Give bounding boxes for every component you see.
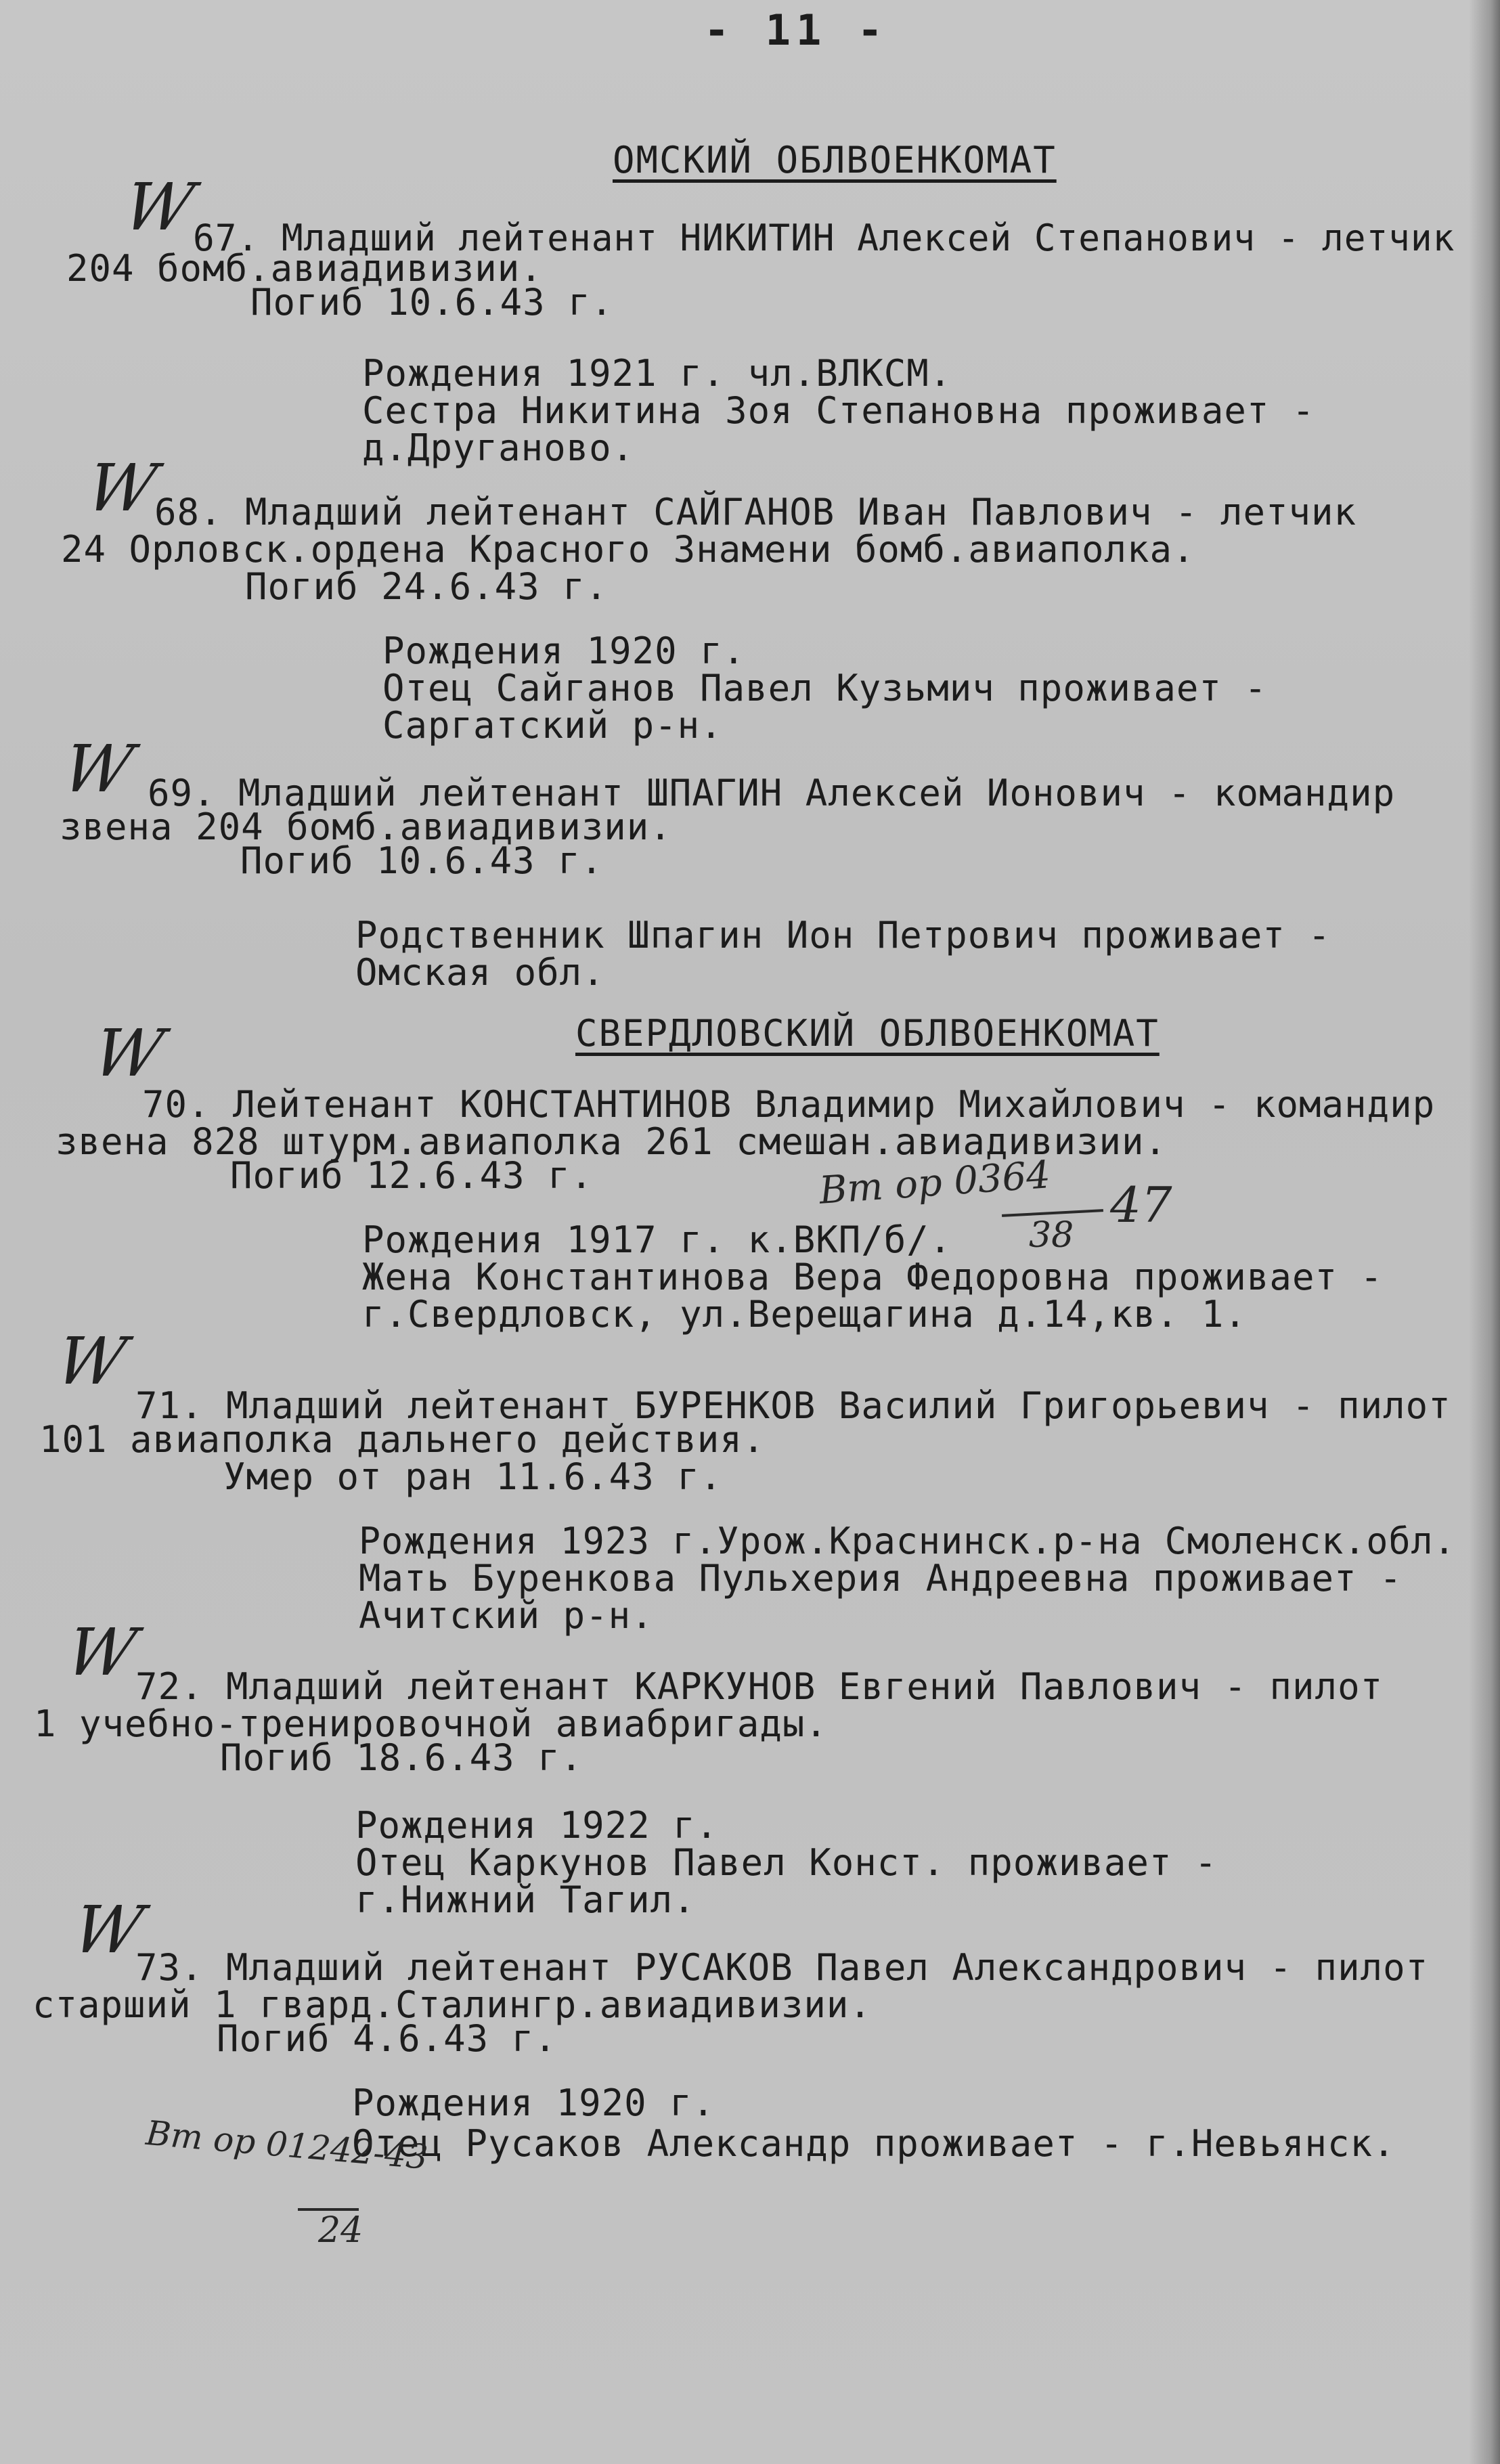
entry-68-line-5: Отец Сайганов Павел Кузьмич проживает - <box>382 667 1267 709</box>
entry-67-line-3: Погиб 10.6.43 г. <box>250 281 614 324</box>
entry-72-line-5: Отец Каркунов Павел Конст. проживает - <box>355 1841 1218 1884</box>
entry-68-line-6: Саргатский р-н. <box>382 704 723 747</box>
entry-71-line-2: 101 авиаполка дальнего действия. <box>39 1418 766 1461</box>
entry-73-line-4: Рождения 1920 г. <box>352 2082 715 2124</box>
entry-71-line-3: Умер от ран 11.6.43 г. <box>223 1455 723 1498</box>
entry-71-line-6: Ачитский р-н. <box>359 1594 654 1637</box>
entry-70-line-5: Жена Константинова Вера Федоровна проживает - <box>362 1256 1383 1298</box>
entry-73-line-2: старший 1 гвард.Сталингр.авиадивизии. <box>32 1983 872 2026</box>
page-number: - 11 - <box>704 5 888 55</box>
entry-68-line-2: 24 Орловск.ордена Красного Знамени бомб.авиаполка. <box>61 528 1195 571</box>
section-heading-sverdlovsk: СВЕРДЛОВСКИЙ ОБЛВОЕНКОМАТ <box>575 1012 1160 1055</box>
entry-71-line-4: Рождения 1923 г.Урож.Краснинск.р-на Смоленск.обл. <box>359 1520 1456 1562</box>
entry-69-line-2: звена 204 бомб.авиадивизии. <box>60 806 672 848</box>
entry-73-line-3: Погиб 4.6.43 г. <box>217 2017 557 2060</box>
checkmark-73: W <box>66 1892 150 1968</box>
entry-68-line-4: Рождения 1920 г. <box>382 630 746 672</box>
entry-68-line-1: 68. Младший лейтенант САЙГАНОВ Иван Павлович - летчик <box>154 491 1357 533</box>
checkmark-72: W <box>60 1614 143 1690</box>
entry-69-line-5: Омская обл. <box>355 951 605 994</box>
entry-67-line-1: 67. Младший лейтенант НИКИТИН Алексей Степанович - летчик <box>193 217 1455 259</box>
entry-70-line-6: г.Свердловск, ул.Верещагина д.14,кв. 1. <box>362 1293 1247 1336</box>
section-heading-omsk: ОМСКИЙ ОБЛВОЕНКОМАТ <box>613 139 1057 181</box>
entry-69-line-4: Родственник Шпагин Ион Петрович проживает - <box>355 914 1331 956</box>
entry-72-line-3: Погиб 18.6.43 г. <box>220 1736 583 1779</box>
checkmark-67: W <box>117 169 200 245</box>
entry-73-line-1: 73. Младший лейтенант РУСАКОВ Павел Александрович - пилот <box>135 1946 1429 1989</box>
checkmark-70: W <box>87 1015 170 1091</box>
entry-70-line-4: Рождения 1917 г. к.ВКП/б/. <box>362 1218 952 1261</box>
entry-72-line-2: 1 учебно-тренировочной авиабригады. <box>34 1702 828 1745</box>
entry-69-line-3: Погиб 10.6.43 г. <box>240 839 604 882</box>
handwritten-note-70: Вт ор 0364 <box>818 1153 1052 1213</box>
entry-72-line-1: 72. Младший лейтенант КАРКУНОВ Евгений Павлович - пилот <box>135 1665 1384 1708</box>
handwritten-note-70-side: 47 <box>1110 1176 1172 1233</box>
handwritten-note-70-denominator: 38 <box>1029 1215 1074 1256</box>
entry-70-line-1: 70. Лейтенант КОНСТАНТИНОВ Владимир Михайлович - командир <box>142 1083 1436 1126</box>
entry-68-line-3: Погиб 24.6.43 г. <box>245 565 609 608</box>
entry-70-line-2: звена 828 штурм.авиаполка 261 смешан.авиадивизии. <box>56 1120 1168 1163</box>
entry-72-line-6: г.Нижний Тагил. <box>355 1878 696 1921</box>
entry-69-line-1: 69. Младший лейтенант ШПАГИН Алексей Ионович - командир <box>148 772 1396 814</box>
entry-67-line-4: Рождения 1921 г. чл.ВЛКСМ. <box>362 352 952 395</box>
entry-70-line-3: Погиб 12.6.43 г. <box>230 1154 594 1197</box>
entry-73-line-5: Отец Русаков Александр проживает - г.Невьянск. <box>352 2122 1396 2165</box>
entry-67-line-5: Сестра Никитина Зоя Степановна проживает - <box>362 389 1315 432</box>
checkmark-71: W <box>49 1323 133 1399</box>
entry-67-line-6: д.Друганово. <box>362 426 635 469</box>
handwritten-note-73: Вт ор 01242-43 <box>144 2113 430 2178</box>
checkmark-69: W <box>56 731 139 807</box>
entry-67-line-2: 204 бомб.авиадивизии. <box>66 247 543 290</box>
entry-71-line-5: Мать Буренкова Пульхерия Андреевна проживает - <box>359 1557 1403 1600</box>
page-edge-shadow <box>1469 0 1500 2464</box>
entry-72-line-4: Рождения 1922 г. <box>355 1804 719 1847</box>
checkmark-68: W <box>80 450 163 526</box>
entry-71-line-1: 71. Младший лейтенант БУРЕНКОВ Василий Григорьевич - пилот <box>135 1384 1451 1427</box>
handwritten-note-73-below: 24 <box>318 2210 363 2251</box>
